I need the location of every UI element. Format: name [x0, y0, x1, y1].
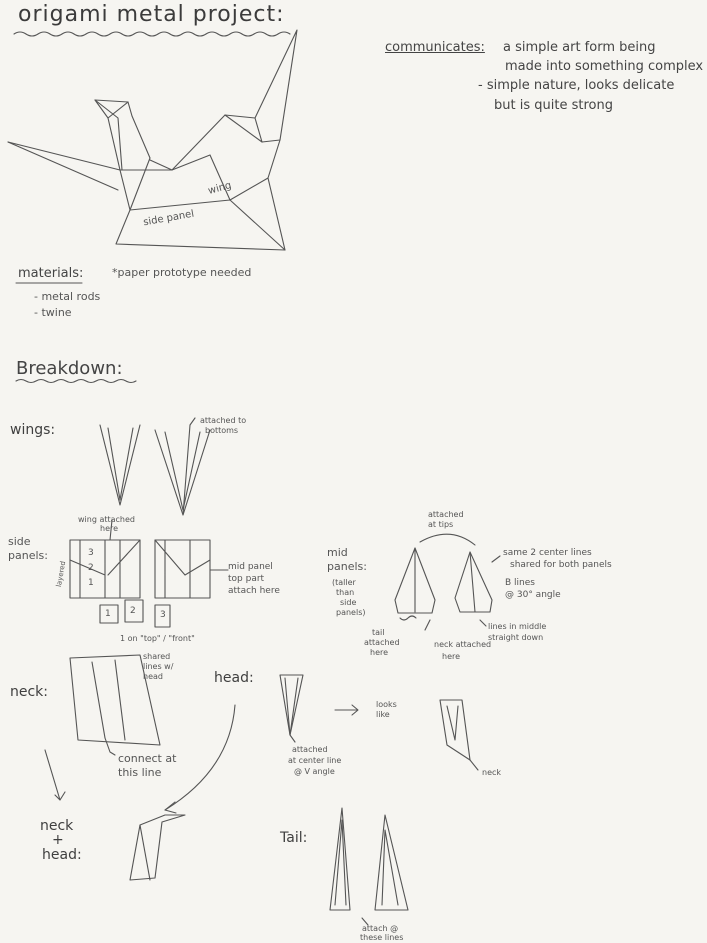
- breakdown-label: Breakdown:: [16, 358, 123, 379]
- tail-attached-2: attached: [364, 638, 400, 647]
- lines-middle-1: lines in middle: [488, 622, 547, 631]
- side-num-1a: 1: [88, 578, 94, 588]
- connect-note-2: this line: [118, 766, 162, 779]
- page-title: origami metal project:: [18, 2, 285, 27]
- attached-tips-2: at tips: [428, 520, 454, 529]
- wing-attached-1: wing attached: [78, 515, 136, 524]
- head-label: head:: [214, 670, 254, 686]
- side-num-2a: 2: [88, 563, 94, 573]
- breakdown-underline: [16, 380, 136, 383]
- neck-head-drawing: [130, 815, 185, 880]
- communicates-line-4: but is quite strong: [494, 98, 613, 113]
- head-attached-2: at center line: [288, 756, 342, 765]
- mid-panel-note-2: top part: [228, 574, 265, 584]
- side-num-2b: 2: [130, 606, 136, 616]
- layered-note: layered: [54, 560, 68, 588]
- neck-head-label-2: +: [52, 832, 64, 848]
- attached-tips-1: attached: [428, 510, 464, 519]
- shared-lines-2: lines w/: [143, 662, 174, 671]
- taller-note-4: panels): [336, 608, 366, 617]
- head-neck-note: neck: [482, 768, 502, 777]
- materials-item-2: - twine: [34, 306, 72, 319]
- side-panels-drawing: [70, 520, 228, 627]
- shared-lines-1: shared: [143, 652, 171, 661]
- neck-head-label-1: neck: [40, 818, 74, 834]
- title-underline: [14, 32, 290, 36]
- neck-drawing: [45, 655, 235, 813]
- crane-side-panel-label: side panel: [142, 208, 195, 229]
- mid-panel-note-3: attach here: [228, 586, 280, 596]
- side-num-1b: 1: [105, 609, 111, 619]
- on-top-note: 1 on "top" / "front": [120, 634, 195, 643]
- neck-head-label-3: head:: [42, 847, 82, 863]
- tail-drawing: [330, 808, 408, 925]
- tail-attached-1: tail: [372, 628, 385, 637]
- tail-note-2: these lines: [360, 933, 404, 942]
- mid-panel-note-1: mid panel: [228, 562, 273, 572]
- side-panels-label-2: panels:: [8, 549, 48, 562]
- head-attached-3: @ V angle: [294, 767, 335, 776]
- same-lines-1: same 2 center lines: [503, 548, 592, 558]
- same-lines-2: shared for both panels: [510, 560, 612, 570]
- communicates-label: communicates:: [385, 40, 485, 55]
- side-panels-label-1: side: [8, 535, 31, 548]
- looks-like-2: like: [376, 710, 390, 719]
- shared-lines-3: head: [143, 672, 163, 681]
- neck-attached-2: here: [442, 652, 461, 661]
- taller-note-3: side: [340, 598, 357, 607]
- wings-attached-note-2: bottoms: [205, 426, 239, 435]
- mid-panels-label-2: panels:: [327, 560, 367, 573]
- wings-attached-note-1: attached to: [200, 416, 247, 425]
- head-attached-1: attached: [292, 745, 328, 754]
- taller-note-2: than: [336, 588, 355, 597]
- lines-middle-2: straight down: [488, 633, 544, 642]
- neck-label: neck:: [10, 684, 49, 700]
- tail-note-1: attach @: [362, 924, 399, 933]
- tail-label: Tail:: [280, 830, 308, 846]
- b-lines-1: B lines: [505, 578, 535, 588]
- wings-drawing: [100, 418, 210, 515]
- side-num-3b: 3: [160, 610, 166, 620]
- mid-panels-drawing: [395, 534, 500, 630]
- b-lines-2: @ 30° angle: [505, 590, 561, 600]
- taller-note-1: (taller: [332, 578, 356, 587]
- neck-attached-1: neck attached: [434, 640, 492, 649]
- mid-panels-label-1: mid: [327, 546, 348, 559]
- communicates-line-3: - simple nature, looks delicate: [478, 78, 675, 93]
- materials-note: *paper prototype needed: [112, 266, 252, 279]
- side-num-3a: 3: [88, 548, 94, 558]
- communicates-line-1: a simple art form being: [503, 40, 656, 55]
- crane-wing-label: wing: [206, 180, 233, 197]
- connect-note-1: connect at: [118, 752, 177, 765]
- materials-item-1: - metal rods: [34, 290, 101, 303]
- materials-label: materials:: [18, 266, 84, 281]
- looks-like-1: looks: [376, 700, 397, 709]
- wing-attached-2: here: [100, 524, 119, 533]
- tail-attached-3: here: [370, 648, 389, 657]
- communicates-line-2: made into something complex: [505, 59, 704, 74]
- wings-label: wings:: [10, 422, 56, 438]
